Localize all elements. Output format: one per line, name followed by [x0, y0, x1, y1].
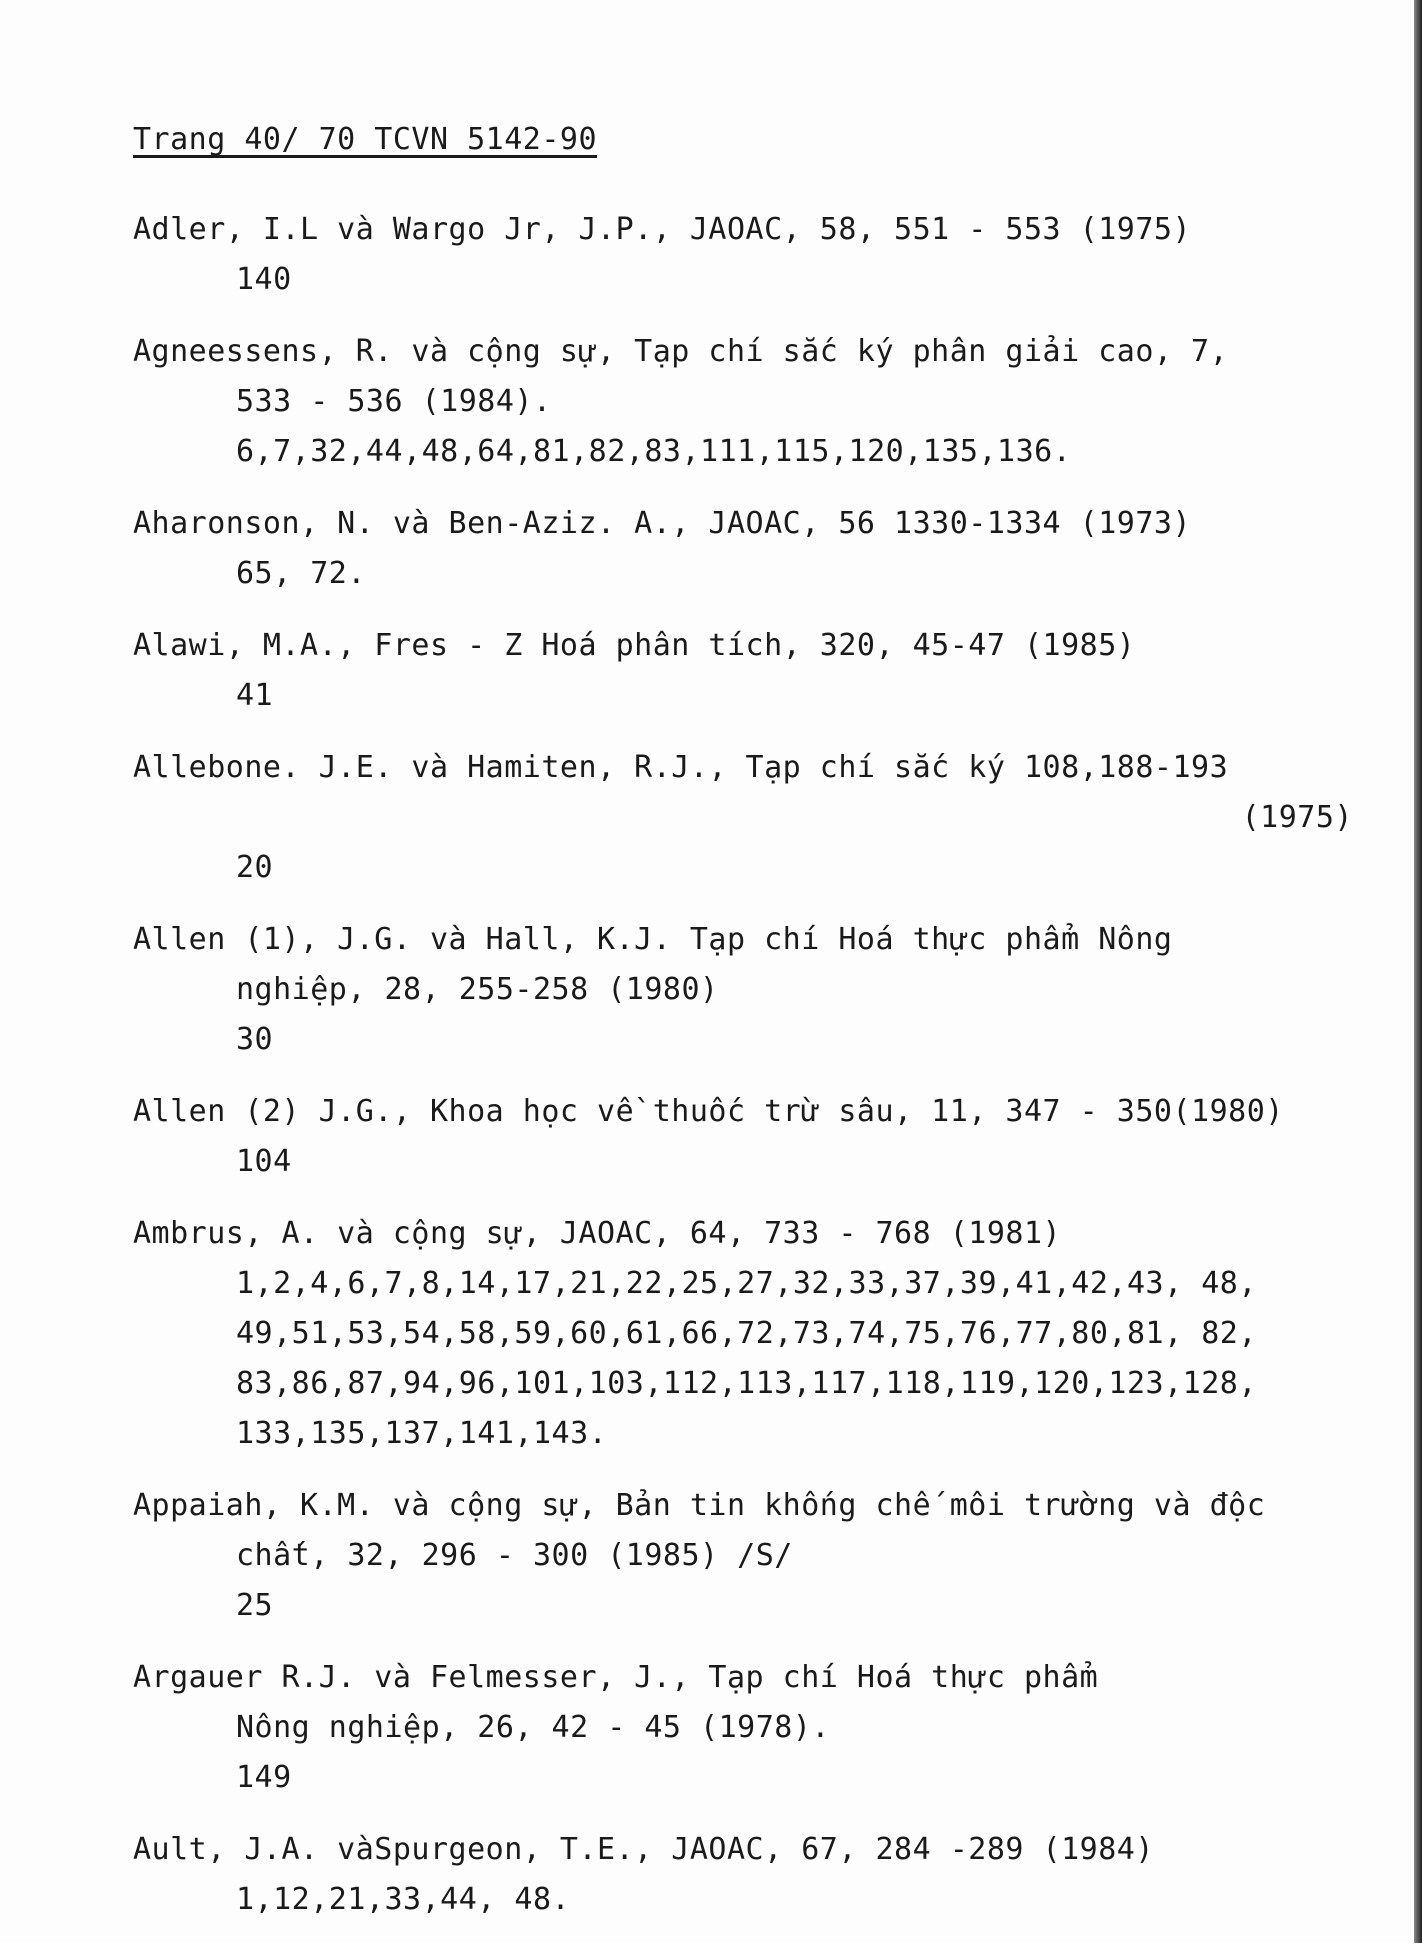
reference-entry — [133, 915, 1413, 1065]
reference-citation: Allen (2) J.G., Khoa học về thuốc trừ sâu, 11, 347 - 350(1980) — [133, 1094, 1284, 1129]
reference-citation-continued: 533 - 536 (1984). — [236, 384, 552, 419]
reference-entry — [133, 499, 1413, 599]
reference-page-numbers: 140 — [236, 262, 292, 297]
reference-page-numbers: 6,7,32,44,48,64,81,82,83,111,115,120,135,136. — [236, 434, 1072, 469]
reference-citation-continued: nghiệp, 28, 255-258 (1980) — [236, 972, 719, 1007]
reference-citation: Ambrus, A. và cộng sự, JAOAC, 64, 733 - 768 (1981) — [133, 1216, 1062, 1251]
reference-entry — [133, 1653, 1413, 1803]
reference-citation: Allen (1), J.G. và Hall, K.J. Tạp chí Hoá thực phẩm Nông — [133, 922, 1173, 957]
reference-page-numbers: 25 — [236, 1588, 274, 1623]
reference-entry — [133, 1481, 1413, 1631]
reference-page-numbers: 20 — [236, 850, 274, 885]
reference-citation: Ault, J.A. vàSpurgeon, T.E., JAOAC, 67, 284 -289 (1984) — [133, 1832, 1154, 1867]
reference-page-numbers: 133,135,137,141,143. — [236, 1416, 608, 1451]
reference-citation-continued: (1975) — [1241, 800, 1353, 835]
reference-list — [133, 205, 1413, 1947]
reference-citation: Allebone. J.E. và Hamiten, R.J., Tạp chí sắc ký 108,188-193 — [133, 750, 1229, 785]
reference-citation: Alawi, M.A., Fres - Z Hoá phân tích, 320, 45-47 (1985) — [133, 628, 1136, 663]
reference-citation: Aharonson, N. và Ben-Aziz. A., JAOAC, 56 1330-1334 (1973) — [133, 506, 1192, 541]
reference-page-numbers: 49,51,53,54,58,59,60,61,66,72,73,74,75,76,77,80,81, 82, — [236, 1316, 1257, 1351]
reference-citation: Adler, I.L và Wargo Jr, J.P., JAOAC, 58, 551 - 553 (1975) — [133, 212, 1192, 247]
reference-entry — [133, 743, 1413, 893]
page-header: Trang 40/ 70 TCVN 5142-90 — [133, 122, 598, 157]
reference-page-numbers: 30 — [236, 1022, 274, 1057]
scan-edge — [1414, 0, 1422, 1943]
reference-citation: Argauer R.J. và Felmesser, J., Tạp chí Hoá thực phẩm — [133, 1660, 1099, 1695]
reference-citation-continued: chất, 32, 296 - 300 (1985) /S/ — [236, 1538, 793, 1573]
reference-page-numbers: 1,2,4,6,7,8,14,17,21,22,25,27,32,33,37,39,41,42,43, 48, — [236, 1266, 1257, 1301]
reference-citation-continued: Nông nghiệp, 26, 42 - 45 (1978). — [236, 1710, 830, 1745]
reference-page-numbers: 41 — [236, 678, 274, 713]
reference-citation: Agneessens, R. và cộng sự, Tạp chí sắc ký phân giải cao, 7, — [133, 334, 1229, 369]
reference-entry — [133, 1825, 1413, 1925]
reference-page-numbers: 83,86,87,94,96,101,103,112,113,117,118,119,120,123,128, — [236, 1366, 1257, 1401]
reference-citation: Appaiah, K.M. và cộng sự, Bản tin khống chế môi trường và độc — [133, 1488, 1266, 1523]
reference-page-numbers: 65, 72. — [236, 556, 366, 591]
reference-entry — [133, 327, 1413, 477]
reference-entry — [133, 1087, 1413, 1187]
reference-page-numbers: 149 — [236, 1760, 292, 1795]
reference-entry — [133, 621, 1413, 721]
reference-page-numbers: 1,12,21,33,44, 48. — [236, 1882, 571, 1917]
reference-page-numbers: 104 — [236, 1144, 292, 1179]
reference-entry — [133, 205, 1413, 305]
reference-entry — [133, 1209, 1413, 1459]
